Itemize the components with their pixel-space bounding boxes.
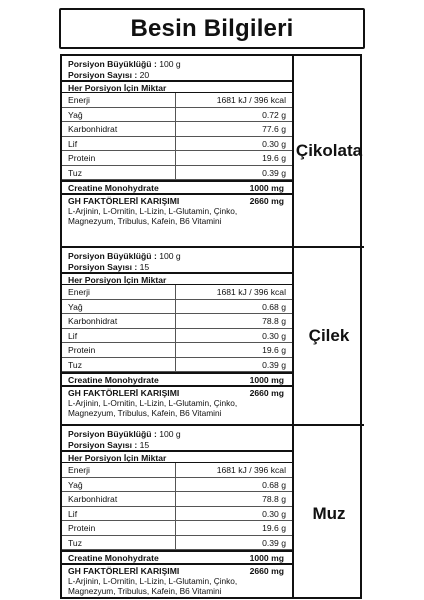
nutrient-value: 0.30 g xyxy=(262,330,286,341)
serving-size-label: Porsiyon Büyüklüğü : xyxy=(68,59,157,69)
servings-value: 20 xyxy=(139,69,150,80)
nutrient-label: Karbonhidrat xyxy=(62,492,176,506)
nutrient-row xyxy=(62,358,292,373)
nutrient-value: 19.6 g xyxy=(262,153,286,163)
gh-blend-value: 2660 mg xyxy=(249,196,284,206)
creatine-label: Creatine Monohydrate xyxy=(68,375,159,385)
per-serving-header: Her Porsiyon İçin Miktar xyxy=(62,272,292,285)
nutrient-label: Lif xyxy=(62,507,176,521)
nutrient-label: Karbonhidrat xyxy=(62,314,176,328)
flavor-label: Çilek xyxy=(308,326,350,345)
flavor-section xyxy=(62,246,364,424)
nutrient-label: Enerji xyxy=(62,93,176,107)
nutrition-facts xyxy=(62,426,292,600)
nutrient-value: 0.39 g xyxy=(262,359,286,370)
serving-size-value: 100 g xyxy=(159,429,181,439)
nutrient-row xyxy=(62,314,292,329)
nutrient-value: 78.8 g xyxy=(262,494,286,504)
nutrient-row xyxy=(62,536,292,551)
serving-size xyxy=(68,251,286,262)
serving-size-label: Porsiyon Büyüklüğü : xyxy=(68,429,157,439)
per-serving-header: Her Porsiyon İçin Miktar xyxy=(62,450,292,463)
nutrition-facts xyxy=(62,248,292,424)
nutrition-facts xyxy=(62,56,292,246)
nutrient-value: 78.8 g xyxy=(262,316,286,326)
ingredients-line: Magnezyum, Tribulus, Kafein, B6 Vitamini xyxy=(68,408,222,418)
nutrient-row xyxy=(62,122,292,137)
ingredients-line: L-Arjinin, L-Ornitin, L-Lizin, L-Glutamin, Çinko, xyxy=(68,398,238,408)
servings-count xyxy=(68,262,286,273)
nutrient-value: 0.68 g xyxy=(262,479,286,490)
nutrient-label: Karbonhidrat xyxy=(62,122,176,136)
gh-blend-row xyxy=(62,385,292,398)
nutrient-label: Lif xyxy=(62,137,176,151)
creatine-value: 1000 mg xyxy=(249,553,284,563)
nutrient-row xyxy=(62,521,292,536)
nutrient-row xyxy=(62,300,292,315)
nutrient-value: 1681 kJ / 396 kcal xyxy=(216,465,286,475)
flavor-label: Çikolata xyxy=(295,141,363,160)
nutrient-label: Yağ xyxy=(62,478,176,492)
nutrient-value: 0.39 g xyxy=(262,167,286,178)
gh-blend-row xyxy=(62,193,292,206)
nutrient-label: Enerji xyxy=(62,463,176,477)
nutrient-value: 0.30 g xyxy=(262,138,286,149)
serving-size-label: Porsiyon Büyüklüğü : xyxy=(68,251,157,261)
gh-blend-label: GH FAKTÖRLERİ KARIŞIMI xyxy=(68,196,180,206)
nutrient-row xyxy=(62,329,292,344)
servings-label: Porsiyon Sayısı : xyxy=(68,439,138,450)
creatine-row xyxy=(62,550,292,563)
nutrient-row xyxy=(62,463,292,478)
serving-info xyxy=(62,248,292,272)
nutrient-label: Protein xyxy=(62,521,176,535)
nutrient-label: Lif xyxy=(62,329,176,343)
page-title: Besin Bilgileri xyxy=(59,8,365,49)
nutrient-value: 1681 kJ / 396 kcal xyxy=(216,287,286,297)
servings-label: Porsiyon Sayısı : xyxy=(68,261,138,272)
servings-count xyxy=(68,70,286,81)
serving-size-value: 100 g xyxy=(159,251,181,261)
nutrient-label: Enerji xyxy=(62,285,176,299)
nutrient-row xyxy=(62,492,292,507)
nutrient-row xyxy=(62,108,292,123)
creatine-row xyxy=(62,180,292,193)
gh-blend-value: 2660 mg xyxy=(249,388,284,398)
gh-blend-label: GH FAKTÖRLERİ KARIŞIMI xyxy=(68,566,180,576)
serving-size-value: 100 g xyxy=(159,59,181,69)
nutrient-row xyxy=(62,137,292,152)
servings-value: 15 xyxy=(139,261,150,272)
ingredients-line: L-Arjinin, L-Ornitin, L-Lizin, L-Glutamin, Çinko, xyxy=(68,576,238,586)
serving-info xyxy=(62,56,292,80)
flavor-label: Muz xyxy=(312,503,346,523)
creatine-value: 1000 mg xyxy=(249,375,284,385)
gh-blend-value: 2660 mg xyxy=(249,566,284,576)
creatine-label: Creatine Monohydrate xyxy=(68,553,159,563)
nutrient-value: 0.39 g xyxy=(262,537,286,548)
nutrient-value: 19.6 g xyxy=(262,523,286,533)
nutrient-label: Protein xyxy=(62,151,176,165)
creatine-value: 1000 mg xyxy=(249,183,284,193)
servings-label: Porsiyon Sayısı : xyxy=(68,69,138,80)
nutrient-value: 1681 kJ / 396 kcal xyxy=(216,95,286,105)
servings-value: 15 xyxy=(139,439,150,450)
nutrient-label: Tuz xyxy=(62,166,176,180)
flavor-section xyxy=(62,424,364,600)
per-serving-header: Her Porsiyon İçin Miktar xyxy=(62,80,292,93)
serving-info xyxy=(62,426,292,450)
serving-size xyxy=(68,59,286,70)
nutrient-label: Tuz xyxy=(62,536,176,550)
nutrient-row xyxy=(62,478,292,493)
nutrient-label: Yağ xyxy=(62,300,176,314)
nutrient-row xyxy=(62,285,292,300)
nutrient-label: Tuz xyxy=(62,358,176,372)
ingredients-line: Magnezyum, Tribulus, Kafein, B6 Vitamini xyxy=(68,216,222,226)
nutrient-value: 77.6 g xyxy=(262,124,286,134)
creatine-label: Creatine Monohydrate xyxy=(68,183,159,193)
servings-count xyxy=(68,440,286,451)
nutrient-row xyxy=(62,151,292,166)
nutrient-label: Protein xyxy=(62,343,176,357)
nutrient-value: 0.72 g xyxy=(262,109,286,120)
nutrient-label: Yağ xyxy=(62,108,176,122)
nutrition-table xyxy=(60,54,362,599)
nutrient-value: 0.68 g xyxy=(262,301,286,312)
nutrient-value: 19.6 g xyxy=(262,345,286,355)
creatine-row xyxy=(62,372,292,385)
nutrient-row xyxy=(62,93,292,108)
nutrient-row xyxy=(62,343,292,358)
ingredients-line: L-Arjinin, L-Ornitin, L-Lizin, L-Glutamin, Çinko, xyxy=(68,206,238,216)
flavor-section xyxy=(62,56,364,246)
nutrient-value: 0.30 g xyxy=(262,508,286,519)
nutrient-row xyxy=(62,166,292,181)
nutrient-row xyxy=(62,507,292,522)
gh-blend-label: GH FAKTÖRLERİ KARIŞIMI xyxy=(68,388,180,398)
serving-size xyxy=(68,429,286,440)
ingredients-line: Magnezyum, Tribulus, Kafein, B6 Vitamini xyxy=(68,586,222,596)
gh-blend-row xyxy=(62,563,292,576)
